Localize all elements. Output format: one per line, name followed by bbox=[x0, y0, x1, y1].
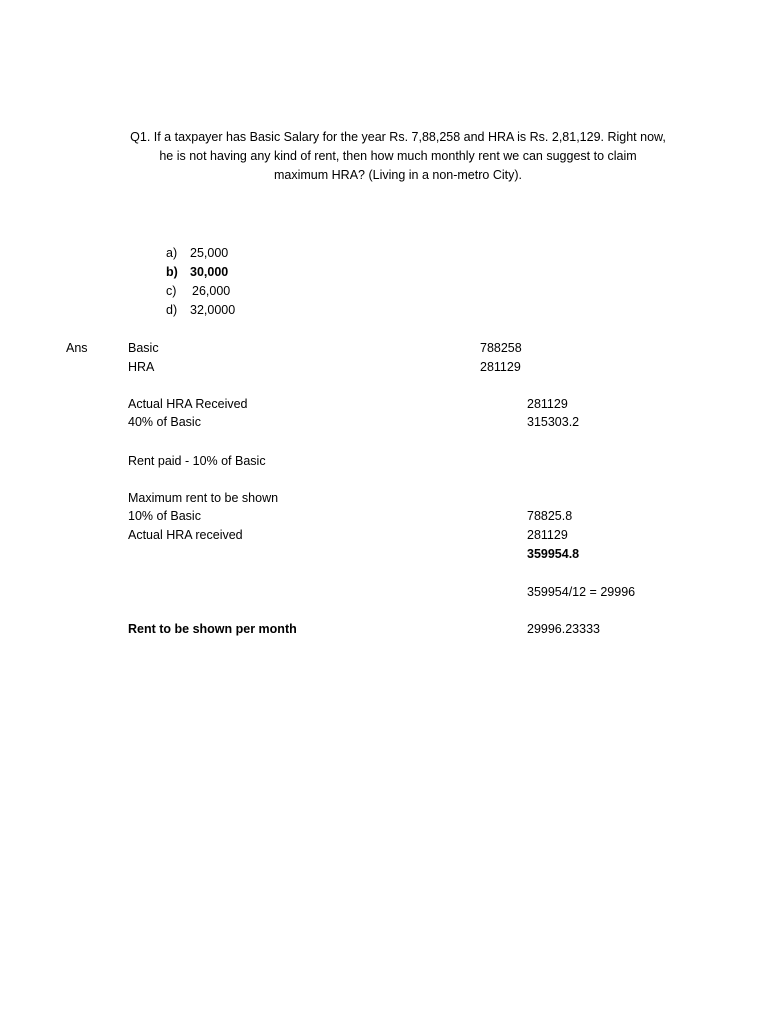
option-a-mark: a) bbox=[166, 246, 178, 260]
basic-value: 788258 bbox=[480, 341, 522, 355]
option-b-value: 30,000 bbox=[190, 265, 229, 279]
rent-per-month-label: Rent to be shown per month bbox=[128, 622, 297, 636]
option-c bbox=[166, 282, 230, 301]
option-a-value: 25,000 bbox=[190, 246, 229, 260]
actual-hra-value: 281129 bbox=[527, 397, 568, 411]
actual-hra-received-value: 281129 bbox=[527, 528, 568, 542]
question-line-2: he is not having any kind of rent, then how much monthly rent we can suggest to claim bbox=[159, 149, 637, 163]
rent-per-month-value: 29996.23333 bbox=[527, 622, 600, 636]
option-b-mark: b) bbox=[166, 265, 178, 279]
option-d-mark: d) bbox=[166, 303, 178, 317]
ten-pct-label: 10% of Basic bbox=[128, 509, 201, 523]
hra-label: HRA bbox=[128, 360, 155, 374]
actual-hra-received-label: Actual HRA received bbox=[128, 528, 243, 542]
hra-value: 281129 bbox=[480, 360, 521, 374]
option-c-value: 26,000 bbox=[192, 284, 231, 298]
ten-pct-value: 78825.8 bbox=[527, 509, 573, 523]
option-b-correct bbox=[166, 263, 228, 282]
max-rent-label: Maximum rent to be shown bbox=[128, 491, 279, 505]
basic-label: Basic bbox=[128, 341, 159, 355]
question-line-3: maximum HRA? (Living in a non-metro City). bbox=[274, 168, 522, 182]
forty-pct-label: 40% of Basic bbox=[128, 415, 201, 429]
question-text bbox=[128, 128, 668, 185]
actual-hra-label: Actual HRA Received bbox=[128, 397, 248, 411]
option-d-value: 32,0000 bbox=[190, 303, 236, 317]
option-a bbox=[166, 244, 228, 263]
ans-label: Ans bbox=[66, 341, 88, 355]
monthly-calc: 359954/12 = 29996 bbox=[527, 585, 636, 599]
forty-pct-value: 315303.2 bbox=[527, 415, 580, 429]
total-value: 359954.8 bbox=[527, 547, 580, 561]
rent-paid-label: Rent paid - 10% of Basic bbox=[128, 454, 266, 468]
option-c-mark: c) bbox=[166, 284, 177, 298]
question-line-1: Q1. If a taxpayer has Basic Salary for the year Rs. 7,88,258 and HRA is Rs. 2,81,129. Right now, bbox=[130, 130, 666, 144]
option-d bbox=[166, 301, 235, 320]
